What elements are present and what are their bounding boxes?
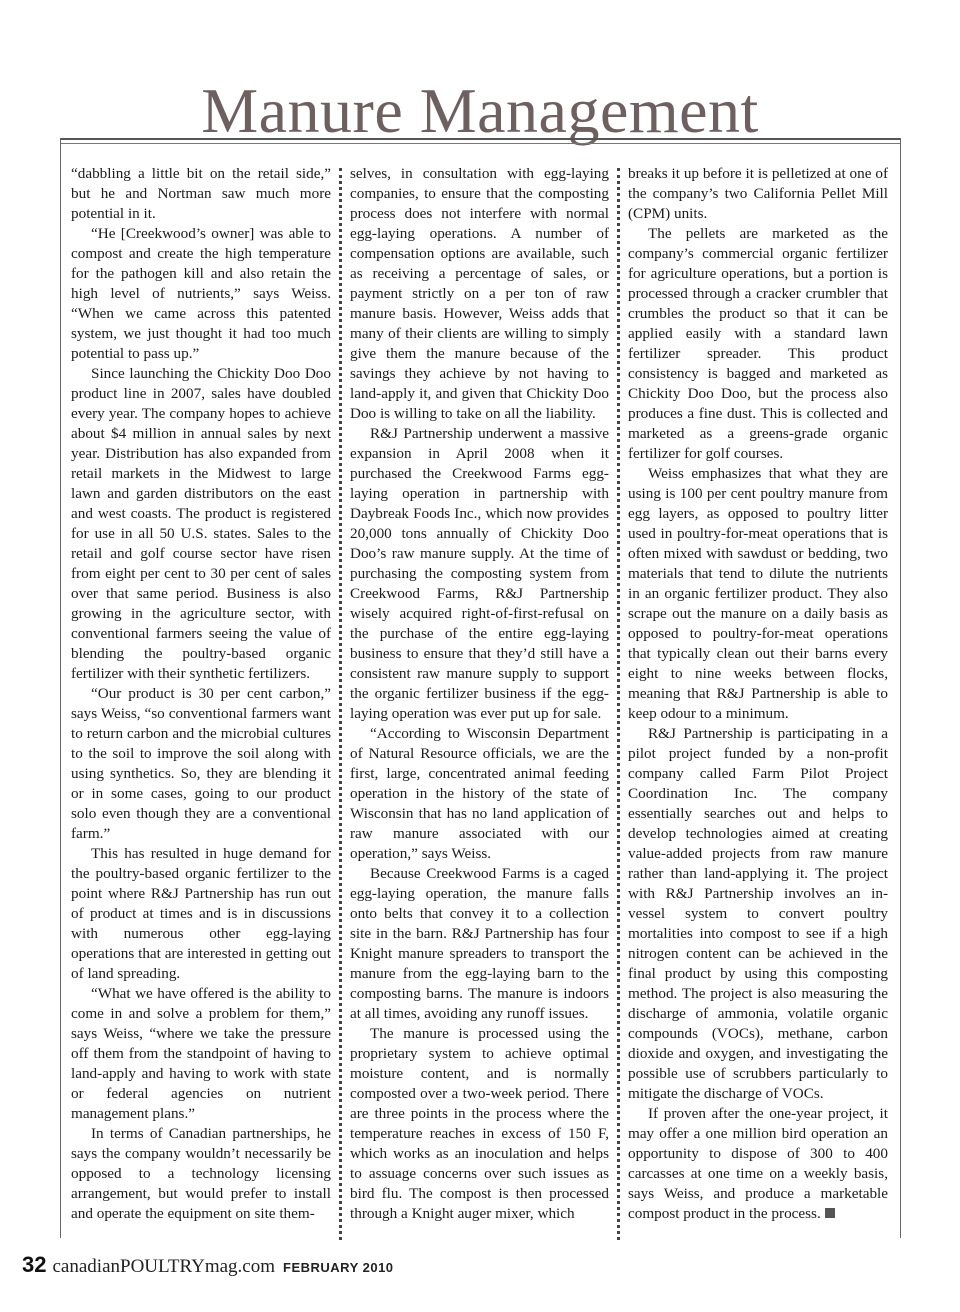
article-column-1	[71, 164, 331, 1244]
paragraph	[628, 1104, 888, 1224]
paragraph: “What we have offered is the ability to come in and solve a problem for them,” says Weiss, “where we take the pressure off them from the standpoint of having to land-apply and having to work with state or federal agencies on nutrient management plans.”	[71, 985, 331, 1122]
paragraph: selves, in consultation with egg-laying companies, to ensure that the composting process does not interfere with normal egg-laying operations. A number of compensation options are available, such as receiving a percentage of sales, or payment strictly on a per ton of raw manure basis. However, Weiss adds that many of their clients are willing to simply give them the manure because of the savings they achieve by not having to land-apply it, and given that Chickity Doo Doo is willing to take on all the liability.	[350, 165, 609, 422]
section-title: Manure Management	[201, 75, 759, 146]
paragraph: “dabbling a little bit on the retail side,” but he and Nortman saw much more potential in it.	[71, 165, 331, 222]
paragraph: Since launching the Chickity Doo Doo product line in 2007, sales have doubled every year. The company hopes to achieve about $4 million in annual sales by next year. Distribution has also expanded from retail markets in the Midwest to large lawn and garden distributors on the east and west coasts. The product is registered for use in all 50 U.S. states. Sales to the retail and golf course sector have risen from eight per cent to 30 per cent of sales over that same period. Business is also growing in the agriculture sector, with conventional farmers seeing the value of blending the poultry-based organic fertilizer with their synthetic fertilizers.	[71, 365, 331, 682]
paragraph: Weiss emphasizes that what they are using is 100 per cent poultry manure from egg layers, as opposed to poultry litter used in poultry-for-meat operations that is often mixed with sawdust or bedding, two materials that tend to dilute the nutrients in an organic fertilizer product. They also scrape out the manure on a daily basis as opposed to poultry-for-meat operations that typically clean out their barns every eight to nine weeks between flocks, meaning that R&J Partnership is able to keep odour to a minimum.	[628, 465, 888, 722]
column-divider	[339, 168, 342, 1240]
header-rule	[60, 138, 901, 140]
paragraph: “He [Creekwood’s owner] was able to compost and create the high temperature for the pathogen kill and also retain the high level of nutrients,” says Weiss. “When we came across this patented system, we just thought it had too much potential to pass up.”	[71, 225, 331, 362]
website: canadianPOULTRYmag.com	[52, 1256, 275, 1277]
paragraph: Because Creekwood Farms is a caged egg-laying operation, the manure falls onto belts that convey it to a collection site in the barn. R&J Partnership has four Knight manure spreaders to transport the manure from the egg-laying barn to the composting barns. The manure is indoors at all times, avoiding any runoff issues.	[350, 865, 609, 1022]
paragraph: R&J Partnership is participating in a pilot project funded by a non-profit company called Farm Pilot Project Coordination Inc. The company essentially searches out and helps to develop technologies aimed at creating value-added projects from raw manure rather than land-applying it. The project with R&J Partnership involves an in-vessel system to convert poultry mortalities into compost to see if a high nitrogen content can be achieved in the final product by using this composting method. The project is also measuring the discharge of ammonia, volatile organic compounds (VOCs), methane, carbon dioxide and oxygen, and investigating the possible use of scrubbers particularly to mitigate the discharge of VOCs.	[628, 725, 888, 1102]
paragraph: The manure is processed using the proprietary system to achieve optimal moisture content, and is normally composted over a two-week period. There are three points in the process where the temperature reaches in excess of 150 F, which works as an inoculation and helps to assuage concerns over such issues as bird flu. The compost is then processed through a Knight auger mixer, which	[350, 1025, 609, 1222]
paragraph-text: If proven after the one-year project, it may offer a one million bird operation an opportunity to dispose of 300 to 400 carcasses at one time on a weekly basis, says Weiss, and produce a marketable compost product in the process.	[628, 1105, 888, 1222]
header-rule-thin	[60, 143, 901, 144]
paragraph: This has resulted in huge demand for the poultry-based organic fertilizer to the point where R&J Partnership has run out of product at times and is in discussions with numerous other egg-laying operations that are interested in getting out of land spreading.	[71, 845, 331, 982]
page-number: 32	[22, 1252, 47, 1277]
paragraph: “Our product is 30 per cent carbon,” says Weiss, “so conventional farmers want to return carbon and the microbial cultures to the soil to improve the soil along with using synthetics. So, they are blending it or in some cases, going to our product solo even though they are a conventional farm.”	[71, 685, 331, 842]
paragraph: In terms of Canadian partnerships, he says the company wouldn’t necessarily be opposed to a technology licensing arrangement, but would prefer to install and operate the equipment on site them-	[71, 1125, 331, 1222]
article-column-3	[628, 164, 888, 1244]
article-column-2	[350, 164, 609, 1244]
issue-date: FEBRUARY 2010	[283, 1260, 394, 1275]
paragraph: breaks it up before it is pelletized at one of the company’s two California Pellet Mill (CPM) units.	[628, 165, 888, 222]
end-mark-icon	[825, 1208, 835, 1218]
paragraph: “According to Wisconsin Department of Natural Resource officials, we are the first, large, concentrated animal feeding operation in the history of the state of Wisconsin that has no land application of raw manure associated with our operation,” says Weiss.	[350, 725, 609, 862]
right-border	[900, 138, 901, 1238]
column-divider	[617, 168, 620, 1240]
page-footer	[22, 1252, 394, 1282]
paragraph: The pellets are marketed as the company’s commercial organic fertilizer for agriculture operations, but a portion is processed through a cracker crumbler that crumbles the product so that it can be applied easily with a standard lawn fertilizer spreader. This product consistency is bagged and marketed as Chickity Doo Doo, but the process also produces a fine dust. This is collected and marketed as a greens-grade organic fertilizer for golf courses.	[628, 225, 888, 462]
paragraph: R&J Partnership underwent a massive expansion in April 2008 when it purchased the Creekwood Farms egg-laying operation in partnership with Daybreak Foods Inc., which now provides 20,000 tons annually of Chickity Doo Doo’s raw manure supply. At the time of purchasing the composting system from Creekwood Farms, R&J Partnership wisely acquired right-of-first-refusal on the purchase of the entire egg-laying business to ensure that they’d still have a consistent raw manure supply to support the organic fertilizer business if the egg-laying operation was ever put up for sale.	[350, 425, 609, 722]
left-border	[60, 138, 61, 1238]
